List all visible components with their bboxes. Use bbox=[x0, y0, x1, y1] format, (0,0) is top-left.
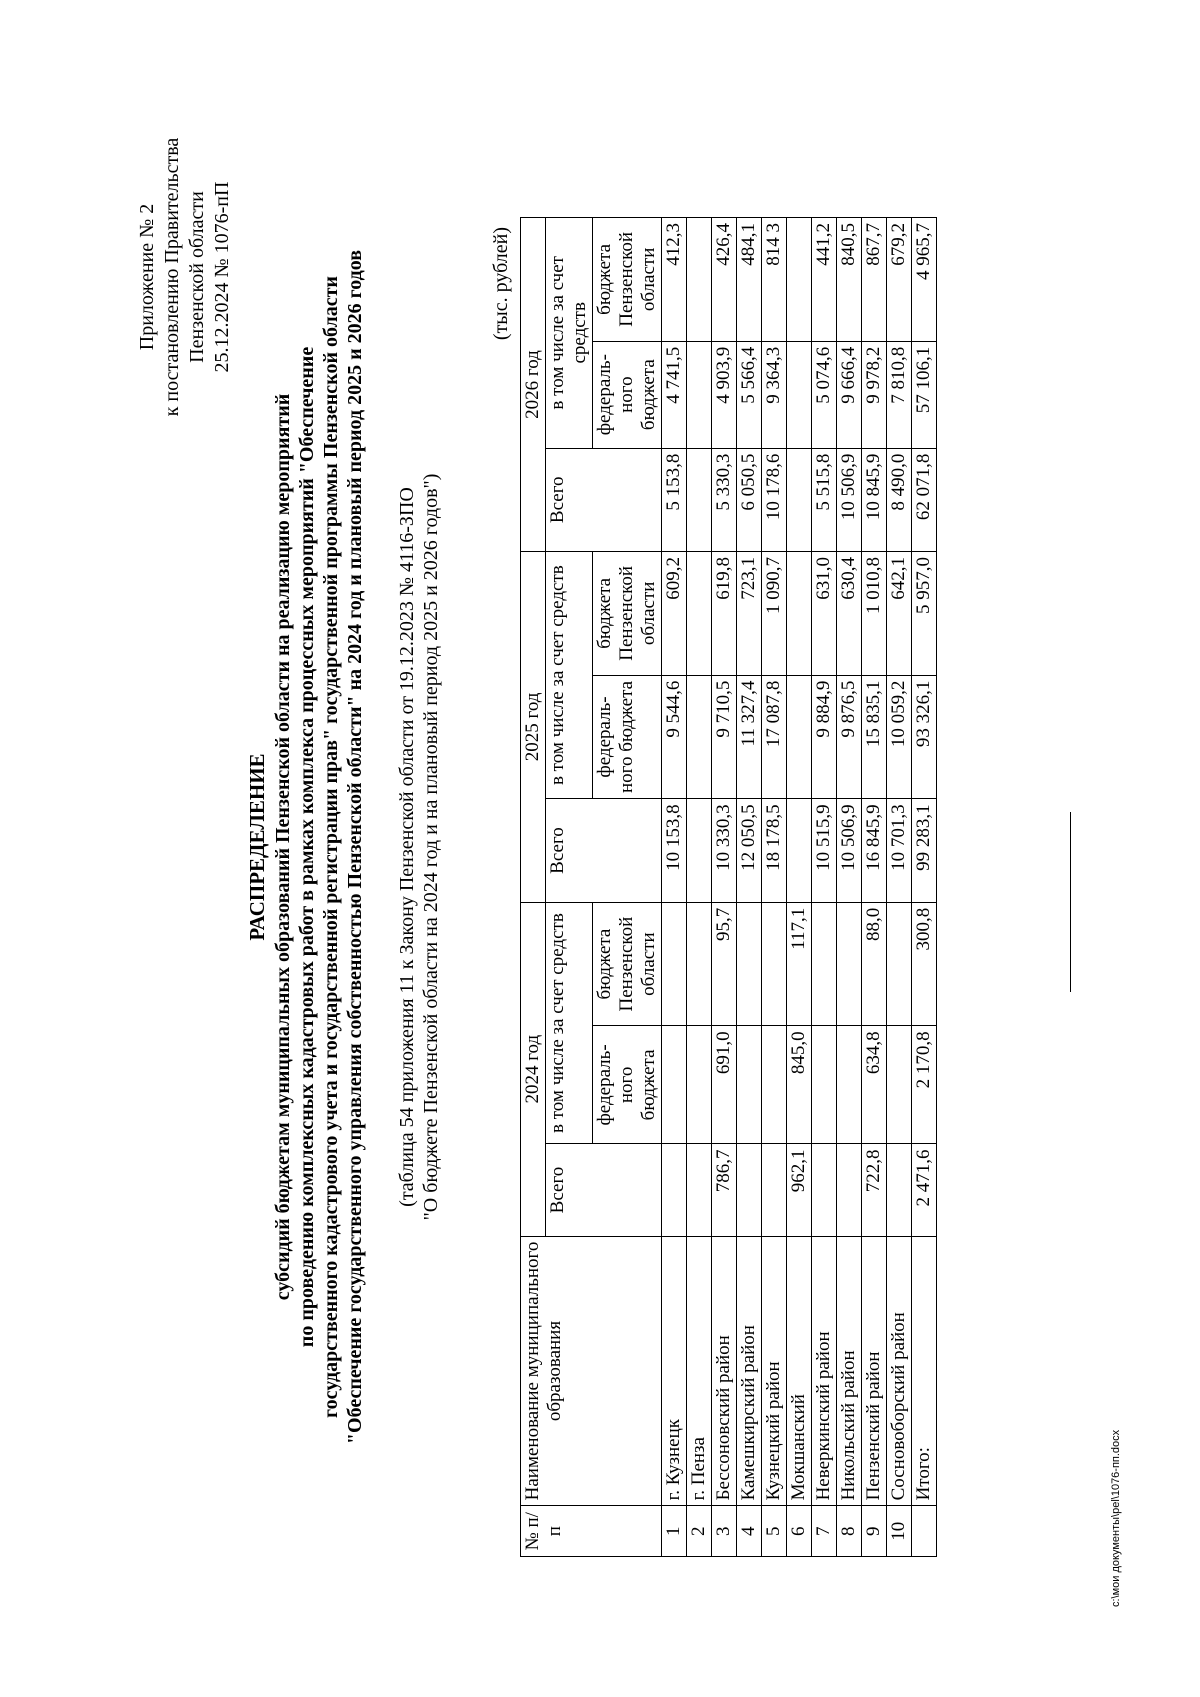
row-number-cell: 1 bbox=[662, 1506, 687, 1557]
amount-cell: 9 666,4 bbox=[837, 341, 862, 448]
amount-cell: 679,2 bbox=[887, 218, 912, 342]
amount-cell: 867,7 bbox=[862, 218, 887, 342]
table-row bbox=[812, 218, 837, 1557]
amount-cell: 10 701,3 bbox=[887, 799, 912, 902]
table-row bbox=[662, 218, 687, 1557]
amount-cell bbox=[787, 218, 812, 342]
header-2025: 2025 год bbox=[521, 551, 546, 902]
amount-cell bbox=[787, 341, 812, 448]
amount-cell bbox=[687, 902, 712, 1026]
amount-cell: 93 326,1 bbox=[912, 675, 937, 799]
amount-cell: 4 903,9 bbox=[712, 341, 737, 448]
amount-cell bbox=[737, 902, 762, 1026]
amount-cell: 2 170,8 bbox=[912, 1026, 937, 1144]
amount-cell bbox=[687, 1144, 712, 1236]
municipality-name-cell: Неверкинский район bbox=[812, 1236, 837, 1506]
municipality-name-cell: г. Кузнецк bbox=[662, 1236, 687, 1506]
header-2026: 2026 год bbox=[521, 218, 546, 552]
amount-cell: 10 330,3 bbox=[712, 799, 737, 902]
amount-cell: 4 741,5 bbox=[662, 341, 687, 448]
header-regional-2025: бюджета Пензенской области bbox=[593, 551, 662, 675]
amount-cell: 6 050,5 bbox=[737, 448, 762, 551]
amount-cell: 117,1 bbox=[787, 902, 812, 1026]
amount-cell: 10 506,9 bbox=[837, 448, 862, 551]
amount-cell: 845,0 bbox=[787, 1026, 812, 1144]
amount-cell: 95,7 bbox=[712, 902, 737, 1026]
amount-cell bbox=[887, 902, 912, 1026]
amount-cell bbox=[662, 1026, 687, 1144]
table-row bbox=[687, 218, 712, 1557]
row-number-cell: 3 bbox=[712, 1506, 737, 1557]
header-2024: 2024 год bbox=[521, 902, 546, 1236]
amount-cell bbox=[887, 1144, 912, 1236]
amount-cell: 630,4 bbox=[837, 551, 862, 675]
appendix-number: Приложение № 2 bbox=[136, 203, 158, 351]
amount-cell: 15 835,1 bbox=[862, 675, 887, 799]
header-including-2024: в том числе за счет средств bbox=[546, 902, 593, 1144]
header-federal-2024: федераль-ного бюджета bbox=[593, 1026, 662, 1144]
amount-cell bbox=[687, 218, 712, 342]
title-heading: РАСПРЕДЕЛЕНИЕ bbox=[245, 753, 269, 941]
amount-cell: 642,1 bbox=[887, 551, 912, 675]
amount-cell: 5 957,0 bbox=[912, 551, 937, 675]
amount-cell: 11 327,4 bbox=[737, 675, 762, 799]
amount-cell bbox=[762, 1144, 787, 1236]
row-number-cell: 6 bbox=[787, 1506, 812, 1557]
amount-cell: 16 845,9 bbox=[862, 799, 887, 902]
basis-line-2: "О бюджете Пензенской области на 2024 год и на плановый период 2025 и 2026 годов") bbox=[420, 473, 442, 1221]
amount-cell: 786,7 bbox=[712, 1144, 737, 1236]
amount-cell: 62 071,8 bbox=[912, 448, 937, 551]
amount-cell bbox=[737, 1026, 762, 1144]
amount-cell: 9 544,6 bbox=[662, 675, 687, 799]
amount-cell: 10 059,2 bbox=[887, 675, 912, 799]
amount-cell bbox=[787, 551, 812, 675]
amount-cell: 814 3 bbox=[762, 218, 787, 342]
header-num: № п/п bbox=[521, 1506, 662, 1557]
table-row bbox=[712, 218, 737, 1557]
amount-cell bbox=[787, 448, 812, 551]
row-number-cell: 9 bbox=[862, 1506, 887, 1557]
amount-cell: 5 153,8 bbox=[662, 448, 687, 551]
header-regional-2024: бюджета Пензенской области bbox=[593, 902, 662, 1026]
row-number-cell: 7 bbox=[812, 1506, 837, 1557]
amount-cell bbox=[812, 1144, 837, 1236]
amount-cell: 9 876,5 bbox=[837, 675, 862, 799]
amount-cell: 57 106,1 bbox=[912, 341, 937, 448]
amount-cell: 10 515,9 bbox=[812, 799, 837, 902]
table-row bbox=[887, 218, 912, 1557]
table-row bbox=[762, 218, 787, 1557]
amount-cell: 4 965,7 bbox=[912, 218, 937, 342]
header-total-2025: Всего bbox=[546, 799, 662, 902]
units-label: (тыс. рублей) bbox=[490, 227, 512, 341]
amount-cell bbox=[737, 1144, 762, 1236]
amount-cell bbox=[687, 799, 712, 902]
amount-cell: 5 074,6 bbox=[812, 341, 837, 448]
row-number-cell: 2 bbox=[687, 1506, 712, 1557]
amount-cell: 10 506,9 bbox=[837, 799, 862, 902]
amount-cell bbox=[787, 799, 812, 902]
table-body bbox=[662, 218, 937, 1557]
distribution-table bbox=[520, 217, 937, 1557]
amount-cell: 12 050,5 bbox=[737, 799, 762, 902]
header-federal-2025: федераль-ного бюджета bbox=[593, 675, 662, 799]
amount-cell: 5 330,3 bbox=[712, 448, 737, 551]
separator-line bbox=[1070, 812, 1071, 992]
amount-cell bbox=[812, 1026, 837, 1144]
amount-cell: 9 978,2 bbox=[862, 341, 887, 448]
amount-cell bbox=[837, 902, 862, 1026]
amount-cell: 9 884,9 bbox=[812, 675, 837, 799]
basis-line-1: (таблица 54 приложения 11 к Закону Пензенской области от 19.12.2023 № 4116-ЗПО bbox=[396, 487, 418, 1207]
header-including-2026: в том числе за счет средств bbox=[546, 218, 593, 449]
amount-cell bbox=[812, 902, 837, 1026]
amount-cell: 17 087,8 bbox=[762, 675, 787, 799]
header-including-2025: в том числе за счет средств bbox=[546, 551, 593, 798]
file-path-footer: c:\мои документы\pel\1076-пп.docx bbox=[1110, 1429, 1122, 1607]
table-row bbox=[862, 218, 887, 1557]
appendix-region: Пензенской области bbox=[186, 191, 208, 363]
amount-cell: 609,2 bbox=[662, 551, 687, 675]
amount-cell: 9 364,3 bbox=[762, 341, 787, 448]
amount-cell: 441,2 bbox=[812, 218, 837, 342]
municipality-name-cell: г. Пенза bbox=[687, 1236, 712, 1506]
header-federal-2026: федераль-ного бюджета bbox=[593, 341, 662, 448]
amount-cell: 840,5 bbox=[837, 218, 862, 342]
amount-cell: 10 178,6 bbox=[762, 448, 787, 551]
amount-cell bbox=[887, 1026, 912, 1144]
header-row-years bbox=[521, 218, 546, 1557]
row-number-cell: 8 bbox=[837, 1506, 862, 1557]
amount-cell bbox=[687, 448, 712, 551]
amount-cell bbox=[762, 1026, 787, 1144]
row-number-cell: 4 bbox=[737, 1506, 762, 1557]
row-number-cell bbox=[912, 1506, 937, 1557]
table-row-total bbox=[912, 218, 937, 1557]
amount-cell: 5 515,8 bbox=[812, 448, 837, 551]
table-row bbox=[737, 218, 762, 1557]
amount-cell: 691,0 bbox=[712, 1026, 737, 1144]
municipality-name-cell: Камешкирский район bbox=[737, 1236, 762, 1506]
amount-cell: 631,0 bbox=[812, 551, 837, 675]
amount-cell: 2 471,6 bbox=[912, 1144, 937, 1236]
amount-cell bbox=[837, 1026, 862, 1144]
table-row bbox=[787, 218, 812, 1557]
amount-cell bbox=[687, 551, 712, 675]
appendix-date-number: 25.12.2024 № 1076-пП bbox=[211, 181, 233, 373]
amount-cell: 7 810,8 bbox=[887, 341, 912, 448]
amount-cell: 10 153,8 bbox=[662, 799, 687, 902]
header-total-2024: Всего bbox=[546, 1144, 662, 1236]
amount-cell bbox=[662, 902, 687, 1026]
amount-cell bbox=[837, 1144, 862, 1236]
amount-cell: 426,4 bbox=[712, 218, 737, 342]
amount-cell: 8 490,0 bbox=[887, 448, 912, 551]
amount-cell: 300,8 bbox=[912, 902, 937, 1026]
amount-cell: 723,1 bbox=[737, 551, 762, 675]
amount-cell: 10 845,9 bbox=[862, 448, 887, 551]
municipality-name-cell: Кузнецкий район bbox=[762, 1236, 787, 1506]
amount-cell: 9 710,5 bbox=[712, 675, 737, 799]
legal-basis bbox=[395, 297, 443, 1397]
document-title bbox=[245, 97, 367, 1597]
amount-cell bbox=[687, 341, 712, 448]
amount-cell: 722,8 bbox=[862, 1144, 887, 1236]
municipality-name-cell: Никольский район bbox=[837, 1236, 862, 1506]
amount-cell: 484,1 bbox=[737, 218, 762, 342]
row-number-cell: 10 bbox=[887, 1506, 912, 1557]
amount-cell: 412,3 bbox=[662, 218, 687, 342]
title-line-4: "Обеспечение государственного управления собственностью Пензенской области" на 2024 год и плановый период 2025 и 2026 годов bbox=[344, 249, 366, 1445]
amount-cell bbox=[762, 902, 787, 1026]
amount-cell: 619,8 bbox=[712, 551, 737, 675]
amount-cell bbox=[687, 1026, 712, 1144]
header-total-2026: Всего bbox=[546, 448, 662, 551]
municipality-name-cell: Мокшанский bbox=[787, 1236, 812, 1506]
table-row bbox=[837, 218, 862, 1557]
amount-cell bbox=[787, 675, 812, 799]
municipality-name-cell: Пензенский район bbox=[862, 1236, 887, 1506]
amount-cell bbox=[687, 675, 712, 799]
title-line-2: по проведению комплексных кадастровых работ в рамках комплекса процессных мероприятий "Обеспечение bbox=[296, 346, 318, 1348]
amount-cell: 962,1 bbox=[787, 1144, 812, 1236]
header-regional-2026: бюджета Пензенской области bbox=[593, 218, 662, 342]
amount-cell: 1 010,8 bbox=[862, 551, 887, 675]
appendix-reference: к постановлению Правительства bbox=[161, 137, 183, 417]
amount-cell: 88,0 bbox=[862, 902, 887, 1026]
municipality-name-cell: Сосновоборский район bbox=[887, 1236, 912, 1506]
municipality-name-cell: Бессоновский район bbox=[712, 1236, 737, 1506]
amount-cell: 18 178,5 bbox=[762, 799, 787, 902]
appendix-stamp bbox=[135, 107, 235, 447]
amount-cell bbox=[662, 1144, 687, 1236]
amount-cell: 99 283,1 bbox=[912, 799, 937, 902]
title-line-1: субсидий бюджетам муниципальных образований Пензенской области на реализацию мероприятий bbox=[272, 393, 294, 1301]
amount-cell: 634,8 bbox=[862, 1026, 887, 1144]
municipality-name-cell: Итого: bbox=[912, 1236, 937, 1506]
amount-cell: 5 566,4 bbox=[737, 341, 762, 448]
title-line-3: государственного кадастрового учета и государственной регистрации прав" государственной программы Пензенской области bbox=[320, 276, 342, 1418]
amount-cell: 1 090,7 bbox=[762, 551, 787, 675]
row-number-cell: 5 bbox=[762, 1506, 787, 1557]
header-name: Наименование муниципального образования bbox=[521, 1236, 662, 1506]
